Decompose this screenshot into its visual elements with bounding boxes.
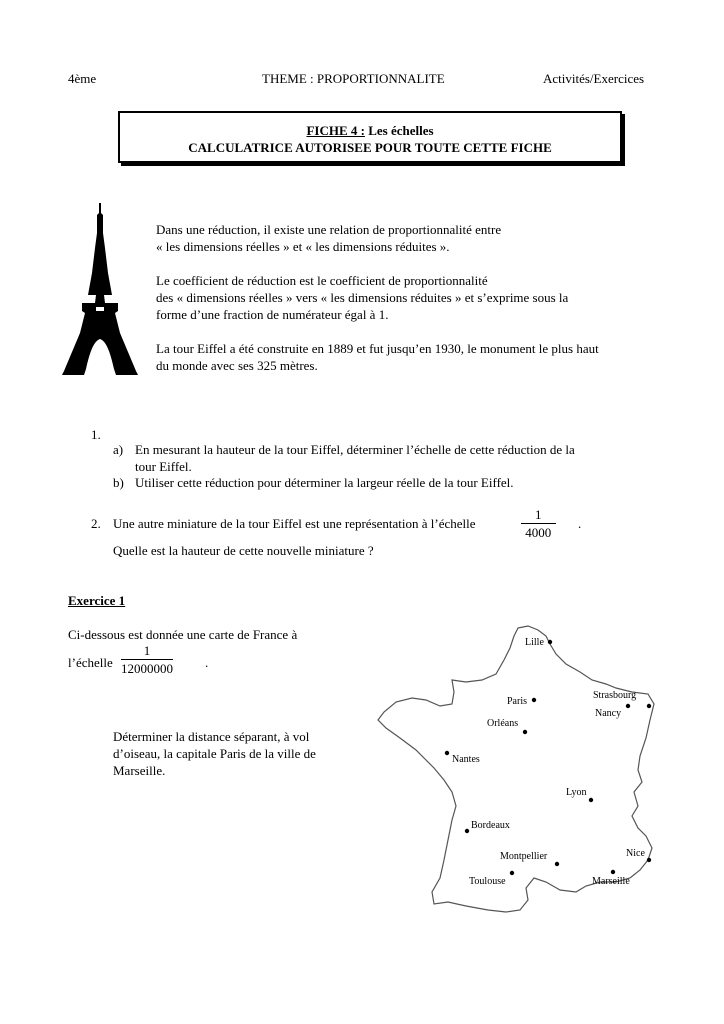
q2-fraction-numerator: 1 [521, 506, 556, 524]
city-label-orleans: Orléans [487, 718, 519, 729]
france-map [370, 620, 670, 920]
city-dot-montpellier [555, 862, 559, 866]
city-dot-paris [532, 698, 536, 702]
city-label-nancy: Nancy [595, 708, 622, 719]
city-label-strasbourg: Strasbourg [593, 690, 637, 701]
intro-line: La tour Eiffel a été construite en 1889 et fut jusqu’en 1930, le monument le plus haut [156, 341, 599, 356]
q1a-text [135, 441, 655, 475]
exercise-task [113, 728, 363, 779]
q2-question: Quelle est la hauteur de cette nouvelle miniature ? [113, 543, 374, 558]
q2-fraction-denominator: 4000 [525, 525, 552, 540]
exercise-fraction-denominator: 12000000 [121, 661, 173, 676]
city-dot-marseille [611, 870, 615, 874]
france-outline [378, 626, 654, 912]
city-dot-nancy [626, 704, 630, 708]
title-line-1 [120, 122, 620, 139]
city-label-montpellier: Montpellier [500, 851, 548, 862]
city-label-lille: Lille [525, 637, 544, 648]
city-label-nice: Nice [626, 848, 645, 859]
fiche-number: FICHE 4 : [306, 123, 365, 138]
eiffel-tower-icon [60, 203, 140, 378]
q1a-line: tour Eiffel. [135, 459, 192, 474]
exercise-scale-end: . [205, 655, 209, 670]
exercise-line: Ci-dessous est donnée une carte de France à [68, 627, 298, 642]
exercise-fraction-numerator: 1 [121, 642, 173, 660]
exercise-task-line: Marseille. [113, 763, 166, 778]
q2-fraction [521, 506, 556, 541]
header-theme: THEME : PROPORTIONNALITE [262, 71, 445, 86]
city-dot-strasbourg [647, 704, 651, 708]
exercise-title: Exercice 1 [68, 593, 126, 608]
city-dot-lyon [589, 798, 593, 802]
intro-line: Le coefficient de réduction est le coefficient de proportionnalité [156, 273, 488, 288]
title-line-2: CALCULATRICE AUTORISEE POUR TOUTE CETTE FICHE [188, 140, 552, 155]
header-type: Activités/Exercices [543, 71, 645, 86]
q2-end: . [578, 516, 582, 531]
city-dot-toulouse [510, 871, 514, 875]
fiche-subject: Les échelles [364, 123, 434, 138]
city-label-marseille: Marseille [592, 876, 630, 887]
city-label-nantes: Nantes [452, 754, 480, 765]
city-dot-bordeaux [465, 829, 469, 833]
exercise-task-line: Déterminer la distance séparant, à vol [113, 729, 310, 744]
city-label-toulouse: Toulouse [469, 876, 506, 887]
intro-line: du monde avec ses 325 mètres. [156, 358, 318, 373]
q1-number: 1. [91, 427, 101, 442]
intro-line: « les dimensions réelles » et « les dimensions réduites ». [156, 239, 450, 254]
city-dot-orleans [523, 730, 527, 734]
header-level: 4ème [68, 71, 97, 86]
city-dot-nantes [445, 751, 449, 755]
intro-line: Dans une réduction, il existe une relation de proportionnalité entre [156, 222, 502, 237]
q2-number: 2. [91, 516, 101, 531]
title-box [118, 111, 622, 163]
exercise-task-line: d’oiseau, la capitale Paris de la ville de [113, 746, 316, 761]
city-label-paris: Paris [507, 696, 527, 707]
q2-text: Une autre miniature de la tour Eiffel est une représentation à l’échelle [113, 516, 476, 531]
intro-line: forme d’une fraction de numérateur égal à 1. [156, 307, 389, 322]
q1b-label: b) [113, 475, 124, 490]
exercise-fraction [121, 642, 173, 677]
city-label-bordeaux: Bordeaux [471, 820, 510, 831]
exercise-scale-label: l’échelle [68, 655, 113, 670]
intro-block [156, 221, 676, 374]
city-dot-nice [647, 858, 651, 862]
city-dot-lille [548, 640, 552, 644]
q1a-line: En mesurant la hauteur de la tour Eiffel, déterminer l’échelle de cette réduction de la [135, 442, 575, 457]
q1a-label: a) [113, 442, 124, 457]
q1b-text: Utiliser cette réduction pour déterminer la largeur réelle de la tour Eiffel. [135, 475, 514, 490]
city-label-lyon: Lyon [566, 787, 587, 798]
intro-line: des « dimensions réelles » vers « les dimensions réduites » et s’exprime sous la [156, 290, 569, 305]
